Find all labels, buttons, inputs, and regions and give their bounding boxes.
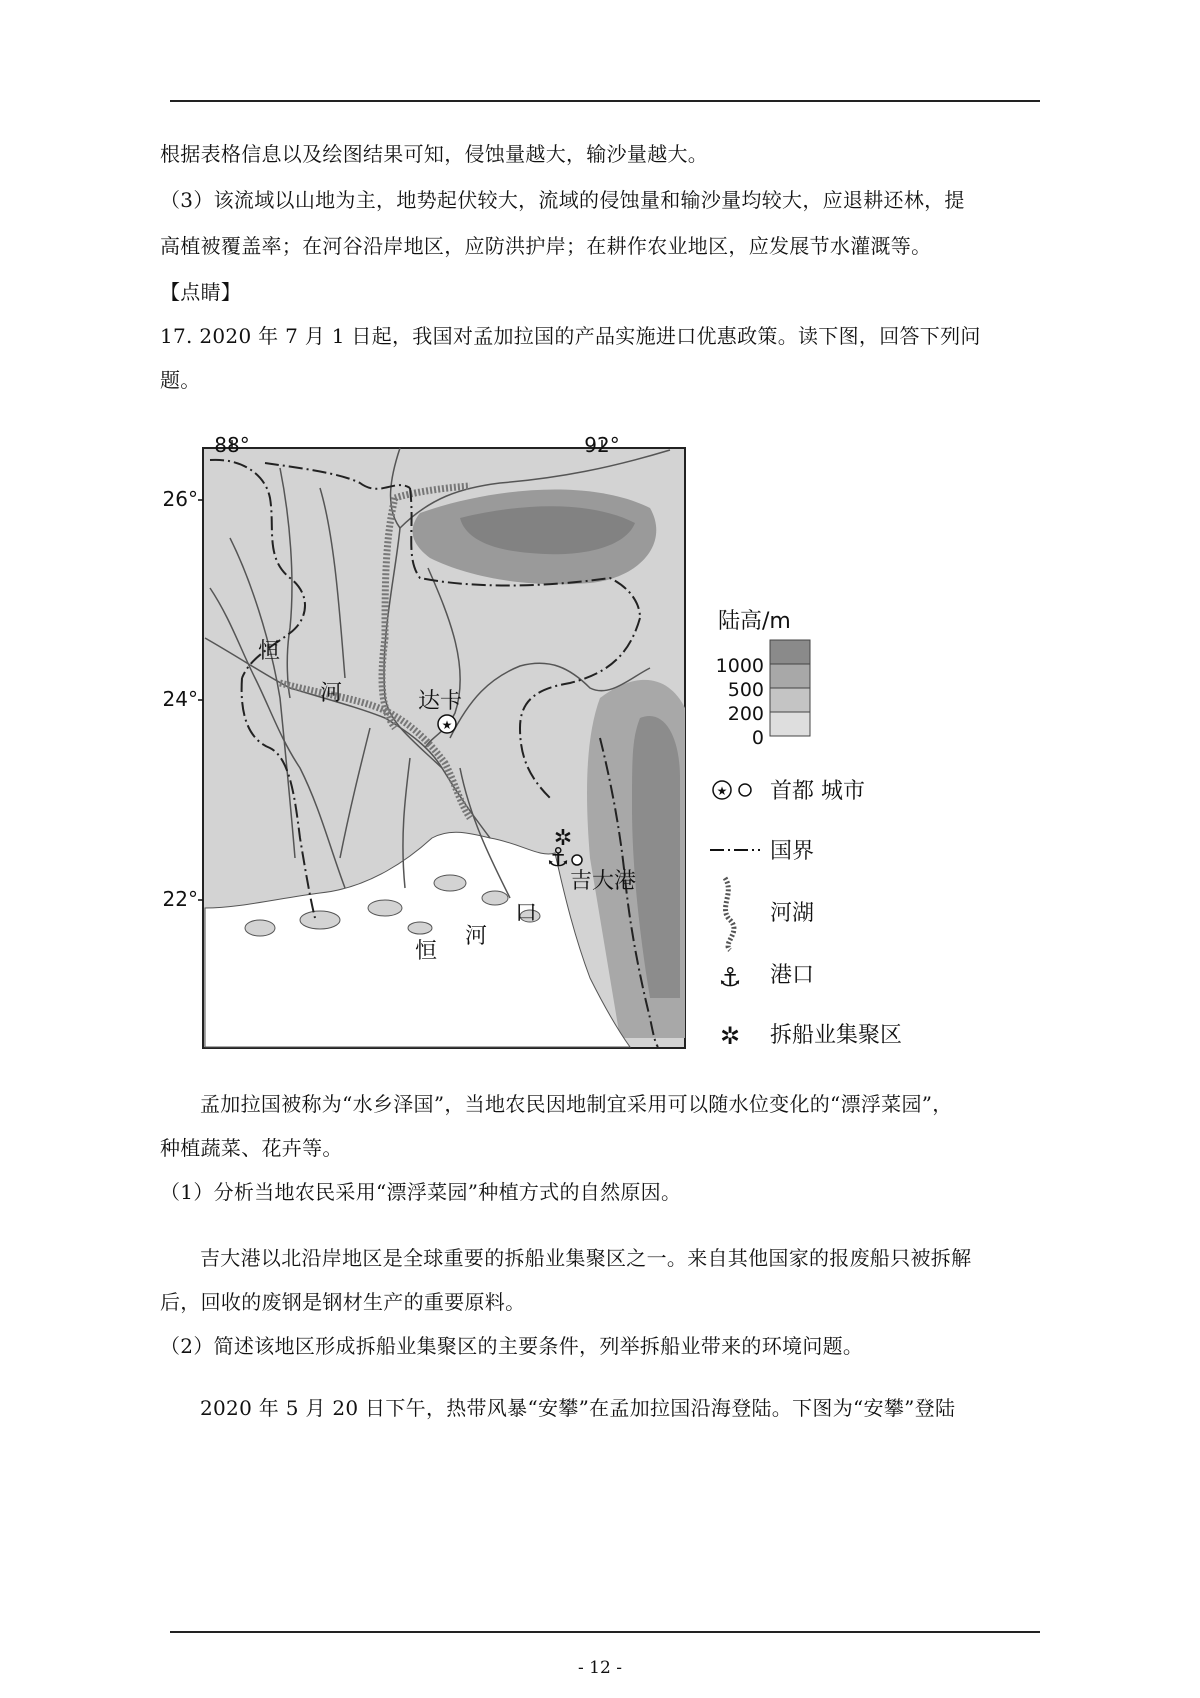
legend-port-icon: ⚓: [718, 963, 742, 993]
material-text: 种植蔬菜、花卉等。: [160, 1136, 343, 1160]
page-number: - 12 -: [578, 1658, 622, 1678]
text-line: （3）该流域以山地为主，地势起伏较大，流域的侵蚀量和输沙量均较大，应退耕还林，提: [160, 188, 965, 212]
sub-question: （1）分析当地农民采用“漂浮菜园”种植方式的自然原因。: [160, 1180, 682, 1204]
lat-label: 22°: [162, 887, 198, 911]
place-label-heng: 恒: [258, 639, 281, 664]
place-label-mouth: 口: [515, 901, 538, 926]
material-text: 孟加拉国被称为“水乡泽国”，当地农民因地制宜采用可以随水位变化的“漂浮菜园”，: [200, 1092, 953, 1116]
lon-label: 88°: [214, 433, 250, 457]
legend-river-label: 河湖: [770, 901, 815, 926]
map-delta-island: [368, 900, 402, 916]
legend-elev-value: 500: [727, 679, 764, 701]
shipbreaking-gear-icon: ✲: [553, 826, 573, 851]
lat-label: 26°: [162, 487, 198, 511]
question-stem: 17. 2020 年 7 月 1 日起，我国对孟加拉国的产品实施进口优惠政策。读下图，回答下列问: [160, 324, 981, 348]
sub-question: （2）简述该地区形成拆船业集聚区的主要条件，列举拆船业带来的环境问题。: [160, 1334, 864, 1358]
map-delta-island: [408, 922, 432, 934]
map-legend: [710, 609, 902, 1050]
text-line: 高植被覆盖率；在河谷沿岸地区，应防洪护岸；在耕作农业地区，应发展节水灌溉等。: [160, 234, 932, 258]
legend-elev-value: 1000: [715, 655, 764, 677]
legend-elev-swatch: [770, 688, 810, 712]
map-delta-island: [300, 911, 340, 929]
footer-rule: [170, 1631, 1040, 1633]
legend-elev-swatch: [770, 640, 810, 664]
question-stem: 题。: [160, 368, 201, 392]
map-delta-island: [245, 920, 275, 936]
place-label-dhaka: 达卡: [418, 689, 463, 714]
header-rule: [170, 100, 1040, 102]
map-delta-island: [482, 891, 508, 905]
bangladesh-map-figure: [162, 433, 1050, 1144]
capital-star-icon: ★: [441, 718, 453, 732]
legend-port-label: 港口: [770, 963, 815, 988]
section-heading: 【点睛】: [160, 280, 242, 304]
city-marker: [572, 855, 582, 865]
legend-city-icon: [739, 784, 751, 796]
material-text: 后，回收的废钢是钢材生产的重要原料。: [160, 1290, 526, 1314]
svg-text:★: ★: [716, 784, 728, 798]
legend-capital-city-label: 首都 城市: [770, 779, 865, 804]
material-text: 吉大港以北沿岸地区是全球重要的拆船业集聚区之一。来自其他国家的报废船只被拆解: [200, 1246, 972, 1270]
legend-shipbreaking-label: 拆船业集聚区: [770, 1023, 903, 1048]
legend-shipbreaking-icon: ✲: [719, 1022, 741, 1050]
place-label-mouth: 河: [465, 924, 488, 949]
place-label-chittagong: 吉大港: [570, 869, 637, 894]
lon-label: 92°: [584, 433, 620, 457]
legend-elev-swatch: [770, 664, 810, 688]
material-text: 2020 年 5 月 20 日下午，热带风暴“安攀”在孟加拉国沿海登陆。下图为“安攀”登陆: [200, 1396, 956, 1420]
legend-elev-value: 200: [727, 703, 764, 725]
legend-elev-swatch: [770, 712, 810, 736]
text-line: 根据表格信息以及绘图结果可知，侵蚀量越大，输沙量越大。: [160, 142, 709, 166]
legend-river-icon: [725, 878, 734, 950]
legend-elevation-title: 陆高/m: [718, 609, 791, 634]
lat-label: 24°: [162, 687, 198, 711]
place-label-he: 河: [320, 681, 343, 706]
legend-elev-value: 0: [751, 727, 764, 749]
place-label-mouth: 恒: [415, 939, 438, 964]
port-anchor-icon: ⚓: [546, 843, 570, 873]
map-delta-island: [434, 875, 466, 891]
legend-border-label: 国界: [770, 839, 815, 864]
